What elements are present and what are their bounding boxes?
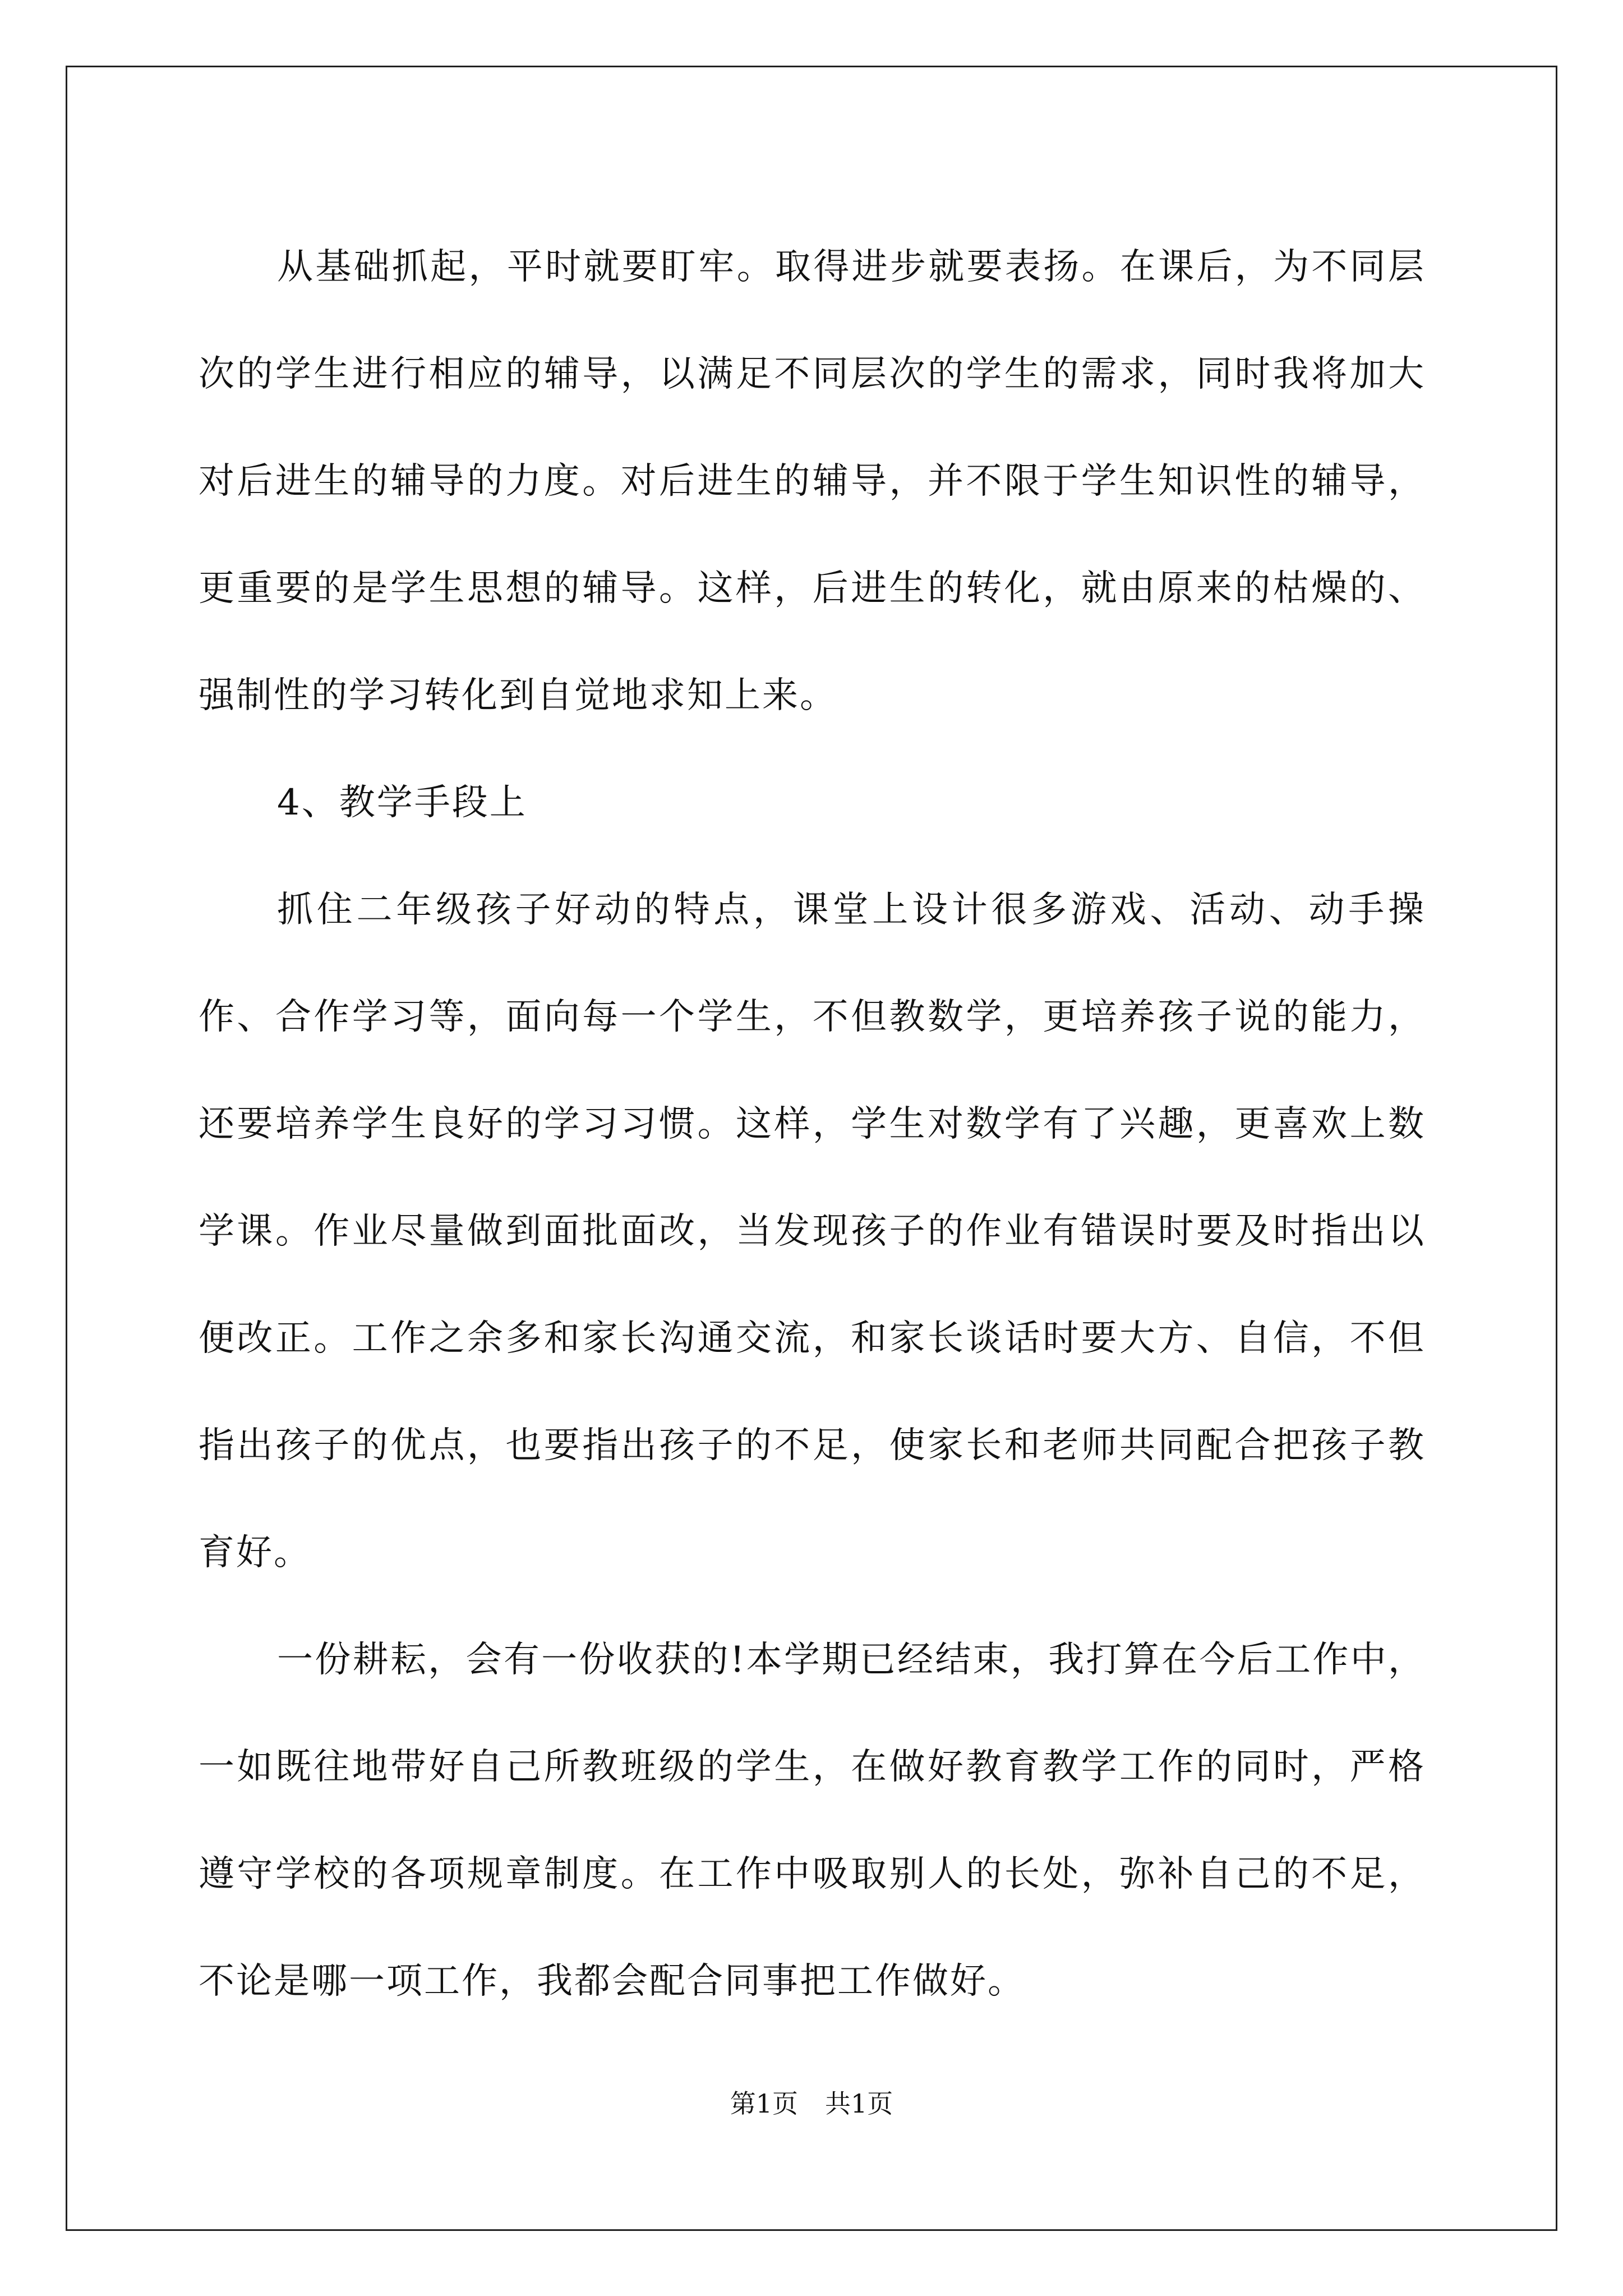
paragraph-1: 从基础抓起，平时就要盯牢。取得进步就要表扬。在课后，为不同层次的学生进行相应的辅导，以满足不同层次的学生的需求，同时我将加大对后进生的辅导的力度。对后进生的辅导，并不限于学生知识性的辅导，更重要的是学生思想的辅导。这样，后进生的转化，就由原来的枯燥的、强制性的学习转化到自觉地求知上来。 xyxy=(199,246,1426,716)
paragraph-3: 一份耕耘，会有一份收获的!本学期已经结束，我打算在今后工作中，一如既往地带好自己所教班级的学生，在做好教育教学工作的同时，严格遵守学校的各项规章制度。在工作中吸取别人的长处，弥补自己的不足，不论是哪一项工作，我都会配合同事把工作做好。 xyxy=(199,1639,1426,2002)
paragraph-heading-teaching-methods: 4、教学手段上 xyxy=(277,782,527,823)
document-body xyxy=(199,214,1426,2035)
page-footer xyxy=(0,2087,1623,2120)
page-number-total: 共1页 xyxy=(825,2088,893,2119)
paragraph-2: 抓住二年级孩子好动的特点，课堂上设计很多游戏、活动、动手操作、合作学习等，面向每一个学生，不但教数学，更培养孩子说的能力，还要培养学生良好的学习习惯。这样，学生对数学有了兴趣，更喜欢上数学课。作业尽量做到面批面改，当发现孩子的作业有错误时要及时指出以便改正。工作之余多和家长沟通交流，和家长谈话时要大方、自信，不但指出孩子的优点，也要指出孩子的不足，使家长和老师共同配合把孩子教育好。 xyxy=(199,889,1426,1573)
page-number-current: 第1页 xyxy=(730,2088,798,2119)
